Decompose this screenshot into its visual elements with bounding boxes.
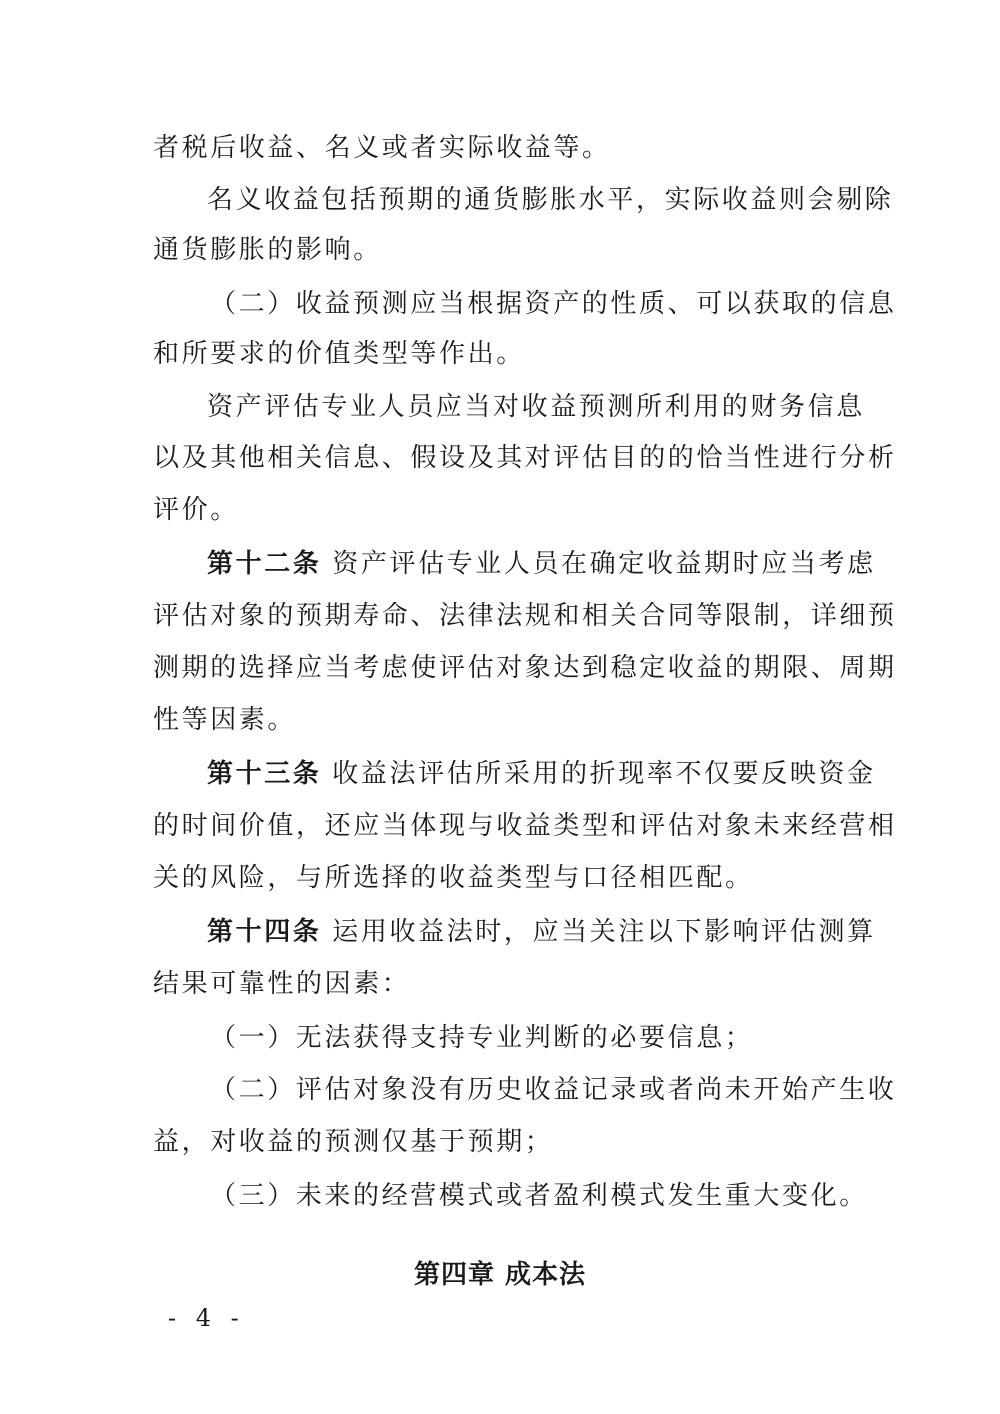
text-line: 通货膨胀的影响。 [153, 235, 382, 265]
text-line: （二）收益预测应当根据资产的性质、可以获取的信息 [210, 289, 897, 319]
text-line: 测期的选择应当考虑使评估对象达到稳定收益的期限、周期 [153, 653, 897, 683]
article-14-heading: 第十四条 [207, 917, 322, 947]
text-line: 者税后收益、名义或者实际收益等。 [153, 133, 611, 163]
text-line: （二）评估对象没有历史收益记录或者尚未开始产生收 [210, 1075, 897, 1105]
text-line: 以及其他相关信息、假设及其对评估目的的恰当性进行分析 [153, 443, 897, 473]
article-13-heading: 第十三条 [207, 759, 322, 789]
chapter-title: 第四章 成本法 [413, 1260, 587, 1290]
article-13-line [207, 754, 907, 794]
article-12-text: 资产评估专业人员在确定收益期时应当考虑 [332, 549, 876, 579]
text-line: 结果可靠性的因素： [153, 969, 411, 999]
text-line: 资产评估专业人员应当对收益预测所利用的财务信息 [207, 392, 865, 422]
text-line: 评估对象的预期寿命、法律法规和相关合同等限制，详细预 [153, 601, 897, 631]
text-line: 性等因素。 [153, 705, 297, 735]
text-line: 评价。 [153, 495, 239, 525]
page-number: - 4 - [168, 1304, 245, 1332]
article-13-text: 收益法评估所采用的折现率不仅要反映资金 [332, 759, 876, 789]
article-14-line [207, 912, 907, 952]
text-line: 名义收益包括预期的通货膨胀水平，实际收益则会剔除 [207, 185, 894, 215]
text-line: （三）未来的经营模式或者盈利模式发生重大变化。 [210, 1181, 868, 1211]
article-14-text: 运用收益法时，应当关注以下影响评估测算 [332, 917, 876, 947]
text-line: 关的风险，与所选择的收益类型与口径相匹配。 [153, 863, 754, 893]
text-line: 益，对收益的预测仅基于预期； [153, 1127, 554, 1157]
text-line: 和所要求的价值类型等作出。 [153, 339, 525, 369]
text-line: 的时间价值，还应当体现与收益类型和评估对象未来经营相 [153, 811, 897, 841]
article-12-line [207, 544, 907, 584]
text-line: （一）无法获得支持专业判断的必要信息； [210, 1023, 754, 1053]
article-12-heading: 第十二条 [207, 549, 322, 579]
